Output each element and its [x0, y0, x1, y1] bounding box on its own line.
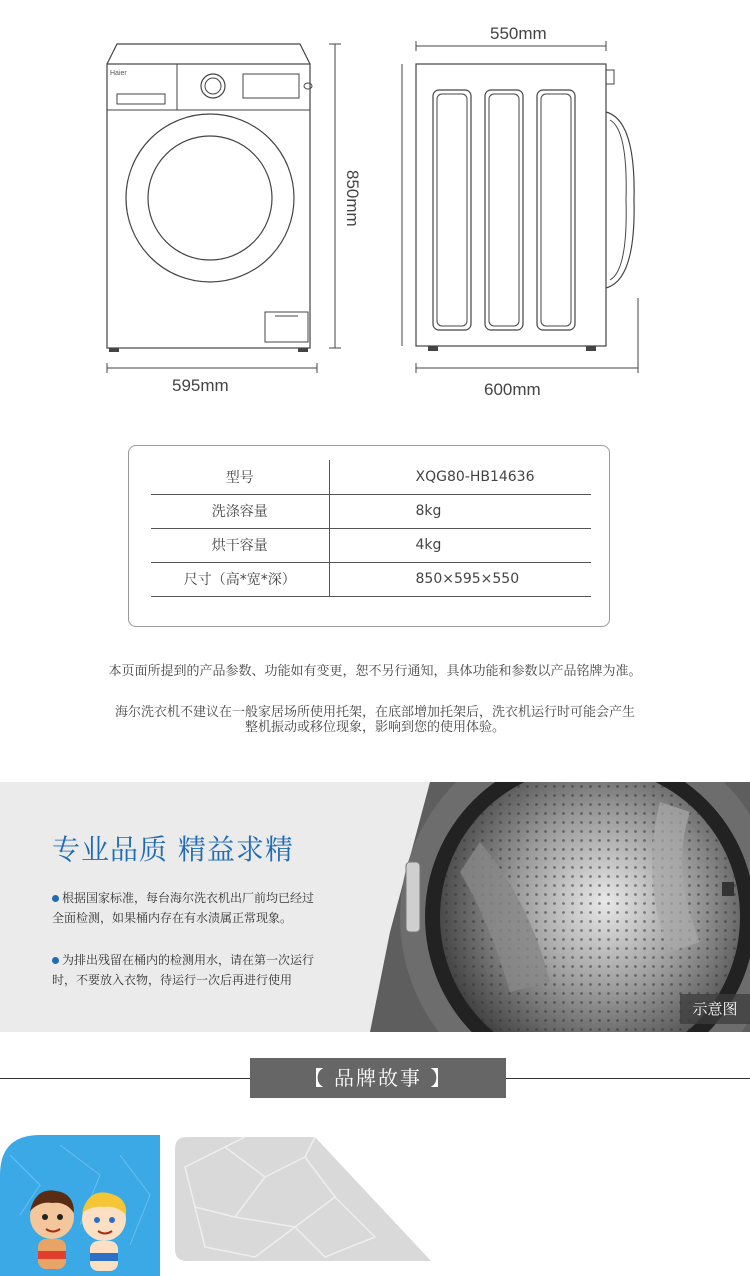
notice-bracket-1: 海尔洗衣机不建议在一般家居场所使用托架，在底部增加托架后，洗衣机运行时可能会产生: [114, 705, 635, 720]
spec-value: XQG80-HB14636: [329, 460, 591, 494]
side-view-drawing: [390, 30, 650, 380]
spec-label: 型号: [151, 460, 329, 494]
spec-label: 尺寸（高*宽*深）: [151, 562, 329, 596]
bullet-icon: [52, 957, 59, 964]
quality-item-2-line2: 时，不要放入衣物，待运行一次后再进行使用: [52, 973, 293, 987]
notice-bracket-2: 整机振动或移位现象，影响到您的使用体验。: [244, 720, 505, 735]
quality-item-1: [52, 888, 362, 928]
brand-logo: Haier: [110, 70, 127, 77]
spec-label: 洗涤容量: [151, 494, 329, 528]
brand-pattern-image: [175, 1137, 435, 1263]
spec-value: 8kg: [329, 494, 591, 528]
spec-table-box: [128, 445, 610, 627]
height-label: 850mm: [343, 170, 362, 227]
spec-label: 烘干容量: [151, 528, 329, 562]
quality-item-2-line1: 为排出残留在桶内的检测用水，请在第一次运行: [62, 953, 315, 967]
side-depth-top-label: 550mm: [490, 24, 547, 43]
quality-banner: [0, 782, 750, 1032]
brand-story-tab: 【 品牌故事 】: [250, 1058, 506, 1098]
quality-item-1-line2: 全面检测，如果桶内存在有水渍属正常现象。: [52, 911, 293, 925]
front-view-drawing: [95, 30, 375, 380]
spec-table: [151, 460, 591, 597]
bullet-icon: [52, 895, 59, 902]
illustration-caption: 示意图: [680, 994, 750, 1024]
table-row: [151, 494, 591, 528]
table-row: [151, 562, 591, 596]
table-row: [151, 528, 591, 562]
side-depth-bottom-label: 600mm: [484, 380, 541, 399]
notice-change: 本页面所提到的产品参数、功能如有变更，恕不另行通知，具体功能和参数以产品铭牌为准。: [108, 664, 642, 679]
cartoon-brothers-image: [0, 1135, 160, 1276]
quality-title: 专业品质 精益求精: [52, 833, 294, 866]
spec-value: 850×595×550: [329, 562, 591, 596]
quality-item-2: [52, 950, 362, 990]
quality-item-1-line1: 根据国家标准，每台海尔洗衣机出厂前均已经过: [62, 891, 315, 905]
spec-value: 4kg: [329, 528, 591, 562]
front-width-label: 595mm: [172, 376, 229, 395]
table-row: [151, 460, 591, 494]
